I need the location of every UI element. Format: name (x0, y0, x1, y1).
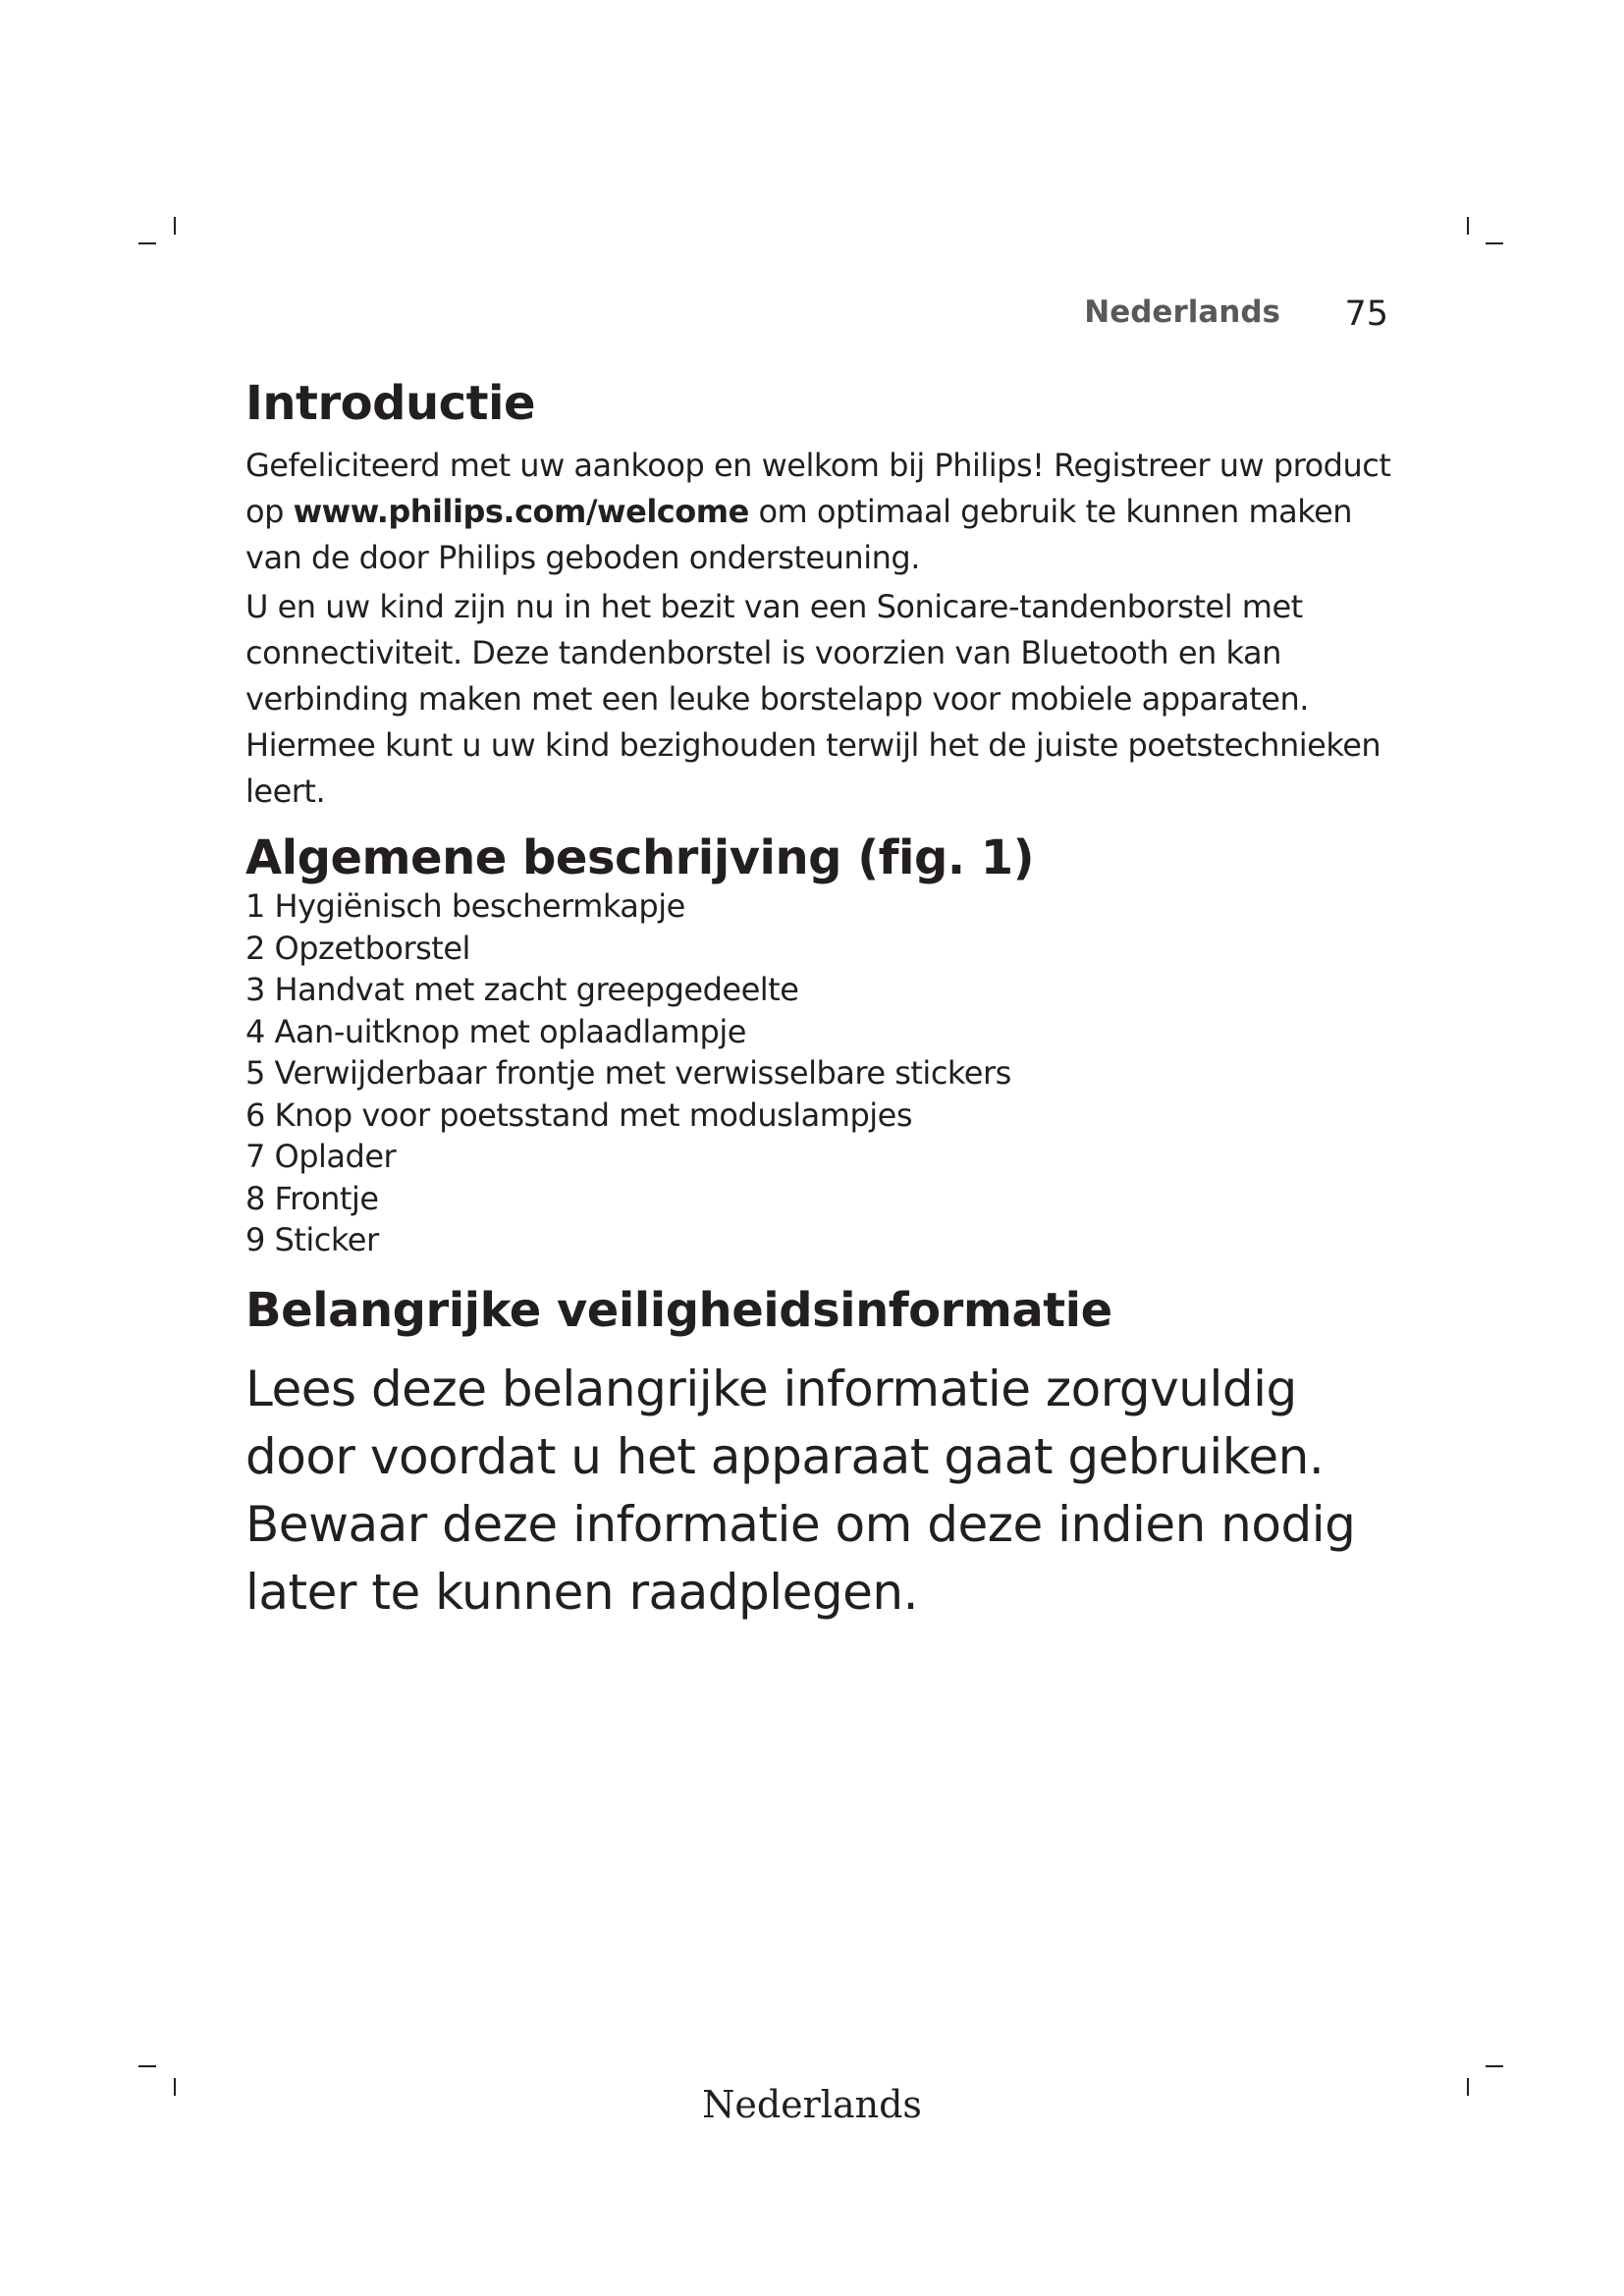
header-language: Nederlands (1084, 294, 1280, 330)
crop-mark-bottom-right-h (1486, 2065, 1503, 2067)
intro-p1-text-after: om optimaal gebruik te kunnen maken van de door Philips geboden ondersteuning. (245, 493, 1353, 576)
registration-link: www.philips.com/welcome (293, 493, 749, 530)
list-item: 9 Sticker (245, 1221, 379, 1258)
introductie-paragraph-2: U en uw kind zijn nu in het bezit van een Sonicare-tandenborstel met connectiviteit. Deze tandenborstel is voorzien van Bluetooth en kan verbinding maken met een leuke borstelapp voor mobiele apparaten. Hiermee kunt u uw kind bezighouden terwijl het de juiste poetstechnieken leert. (245, 588, 1381, 810)
introductie-paragraph-1 (245, 443, 1394, 581)
list-item: 5 Verwijderbaar frontje met verwisselbare stickers (245, 1054, 1011, 1092)
list-item: 8 Frontje (245, 1179, 379, 1217)
introductie-heading: Introductie (245, 376, 536, 431)
crop-mark-top-left-v (174, 217, 176, 235)
list-item: 2 Opzetborstel (245, 929, 470, 967)
parts-list (245, 885, 1394, 1261)
crop-mark-bottom-left-h (138, 2065, 156, 2067)
crop-mark-top-right-h (1486, 242, 1503, 244)
algemene-beschrijving-heading: Algemene beschrijving (fig. 1) (245, 830, 1035, 885)
veiligheid-warning-text: Lees deze belangrijke informatie zorgvuldig door voordat u het apparaat gaat gebruiken. Bewaar deze informatie om deze indien nodig later te kunnen raadplegen. (245, 1360, 1356, 1621)
intro-p1-text-before: Gefeliciteerd met uw aankoop en welkom bij Philips! Registreer uw product op (245, 447, 1391, 530)
list-item: 7 Oplader (245, 1138, 397, 1175)
list-item: 1 Hygiënisch beschermkapje (245, 887, 685, 925)
list-item: 6 Knop voor poetsstand met moduslampjes (245, 1095, 912, 1134)
footer-language: Nederlands (702, 2083, 922, 2126)
crop-mark-top-right-v (1467, 217, 1469, 235)
page-content (245, 376, 1394, 1627)
veiligheidsinformatie-heading: Belangrijke veiligheidsinformatie (245, 1282, 1112, 1338)
list-item: 4 Aan-uitknop met oplaadlampje (245, 1012, 746, 1050)
page-number: 75 (1344, 294, 1388, 334)
list-item: 3 Handvat met zacht greepgedeelte (245, 971, 799, 1008)
crop-mark-top-left-h (138, 242, 156, 244)
